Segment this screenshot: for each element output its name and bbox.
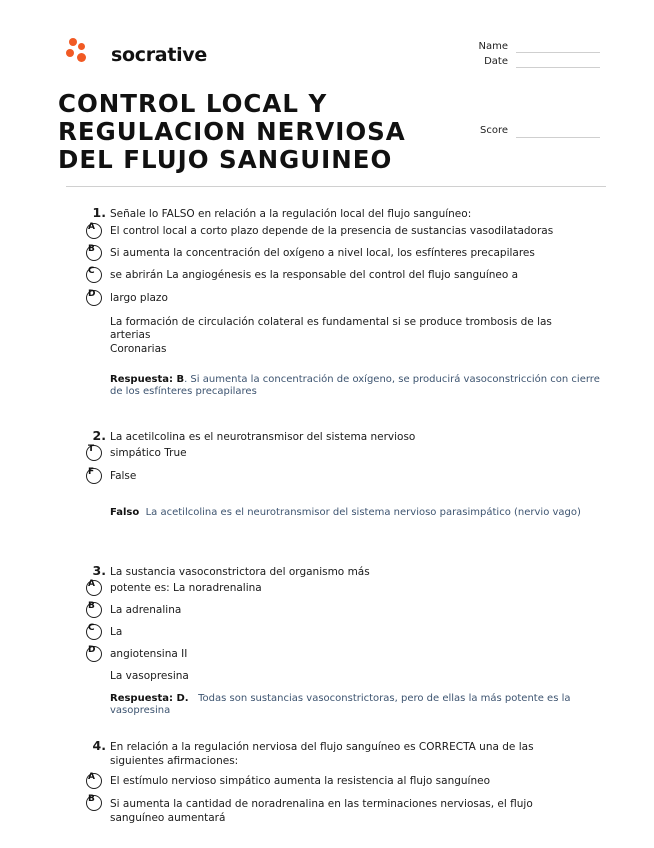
option-text: Si aumenta la cantidad de noradrenalina en las terminaciones nerviosas, el flujo sanguíneo aumentará — [110, 798, 533, 824]
option-radio[interactable]: A — [86, 580, 102, 596]
worksheet-header — [0, 0, 654, 190]
answer-key: Falso — [110, 507, 140, 518]
answer-explanation: . Si aumenta la concentración de oxígeno, se producirá vasoconstricción con cierre de los esfínteres precapilares — [110, 374, 600, 397]
answer-explanation: La acetilcolina es el neurotransmisor del sistema nervioso parasimpático (nervio vago) — [145, 507, 581, 518]
option-radio[interactable]: B — [86, 602, 102, 618]
question-number: 1. — [92, 205, 106, 220]
extra-text: La formación de circulación colateral es fundamental si se produce trombosis de las arterias — [110, 316, 552, 341]
score-label: Score — [479, 125, 508, 136]
option-text: El estímulo nervioso simpático aumenta la resistencia al flujo sanguíneo — [110, 775, 490, 787]
name-label: Name — [478, 41, 508, 52]
option-text: False — [110, 470, 137, 482]
option-text: La adrenalina — [110, 604, 182, 616]
option-radio[interactable]: F — [86, 468, 102, 484]
answer-explanation: Todas son sustancias vasoconstrictoras, pero de ellas la más potente es la vasopresina — [110, 693, 571, 716]
answer-block — [110, 374, 600, 398]
brand-name: socrative — [111, 44, 207, 66]
option-text: potente es: La noradrenalina — [110, 582, 262, 594]
option-radio[interactable]: C — [86, 267, 102, 283]
option-radio[interactable]: D — [86, 290, 102, 306]
score-field[interactable] — [516, 137, 600, 138]
option-text: El control local a corto plazo depende de la presencia de sustancias vasodilatadoras — [110, 225, 554, 237]
question-number: 2. — [92, 428, 106, 443]
option-text: simpático True — [110, 447, 187, 459]
page-title — [58, 90, 478, 174]
option-radio[interactable]: D — [86, 646, 102, 662]
socrative-dots-icon — [66, 38, 88, 64]
answer-block — [110, 507, 600, 519]
score-field-group — [470, 125, 610, 140]
question-number: 4. — [92, 738, 106, 753]
date-label: Date — [484, 56, 508, 67]
date-field[interactable] — [516, 67, 600, 68]
answer-key: Respuesta: D. — [110, 693, 189, 704]
option-text: angiotensina II — [110, 648, 188, 660]
question-text: La sustancia vasoconstrictora del organismo más — [110, 566, 370, 578]
question-text: Señale lo FALSO en relación a la regulación local del flujo sanguíneo: — [110, 208, 472, 220]
option-radio[interactable]: C — [86, 624, 102, 640]
answer-key: Respuesta: B — [110, 374, 185, 385]
option-radio[interactable]: T — [86, 445, 102, 461]
extra-text: Coronarias — [110, 343, 167, 355]
option-text: Si aumenta la concentración del oxígeno a nivel local, los esfínteres precapilares — [110, 247, 535, 259]
title-line: CONTROL LOCAL Y — [58, 89, 328, 118]
question-text: La acetilcolina es el neurotransmisor del sistema nervioso — [110, 431, 416, 443]
extra-text: La vasopresina — [110, 670, 189, 682]
option-radio[interactable]: A — [86, 773, 102, 789]
question-text: En relación a la regulación nerviosa del flujo sanguíneo es CORRECTA una de las siguientes afirmaciones: — [110, 741, 534, 767]
name-field[interactable] — [516, 52, 600, 53]
answer-block — [110, 693, 600, 717]
name-date-fields — [470, 40, 610, 70]
option-radio[interactable]: A — [86, 223, 102, 239]
option-text: se abrirán La angiogénesis es la responsable del control del flujo sanguíneo a — [110, 269, 519, 281]
header-divider — [66, 186, 606, 187]
option-text: largo plazo — [110, 292, 168, 304]
option-text: La — [110, 626, 123, 638]
question-number: 3. — [92, 563, 106, 578]
title-line: REGULACION NERVIOSA — [58, 117, 406, 146]
option-radio[interactable]: B — [86, 245, 102, 261]
title-line: DEL FLUJO SANGUINEO — [58, 145, 393, 174]
option-radio[interactable]: B — [86, 795, 102, 811]
